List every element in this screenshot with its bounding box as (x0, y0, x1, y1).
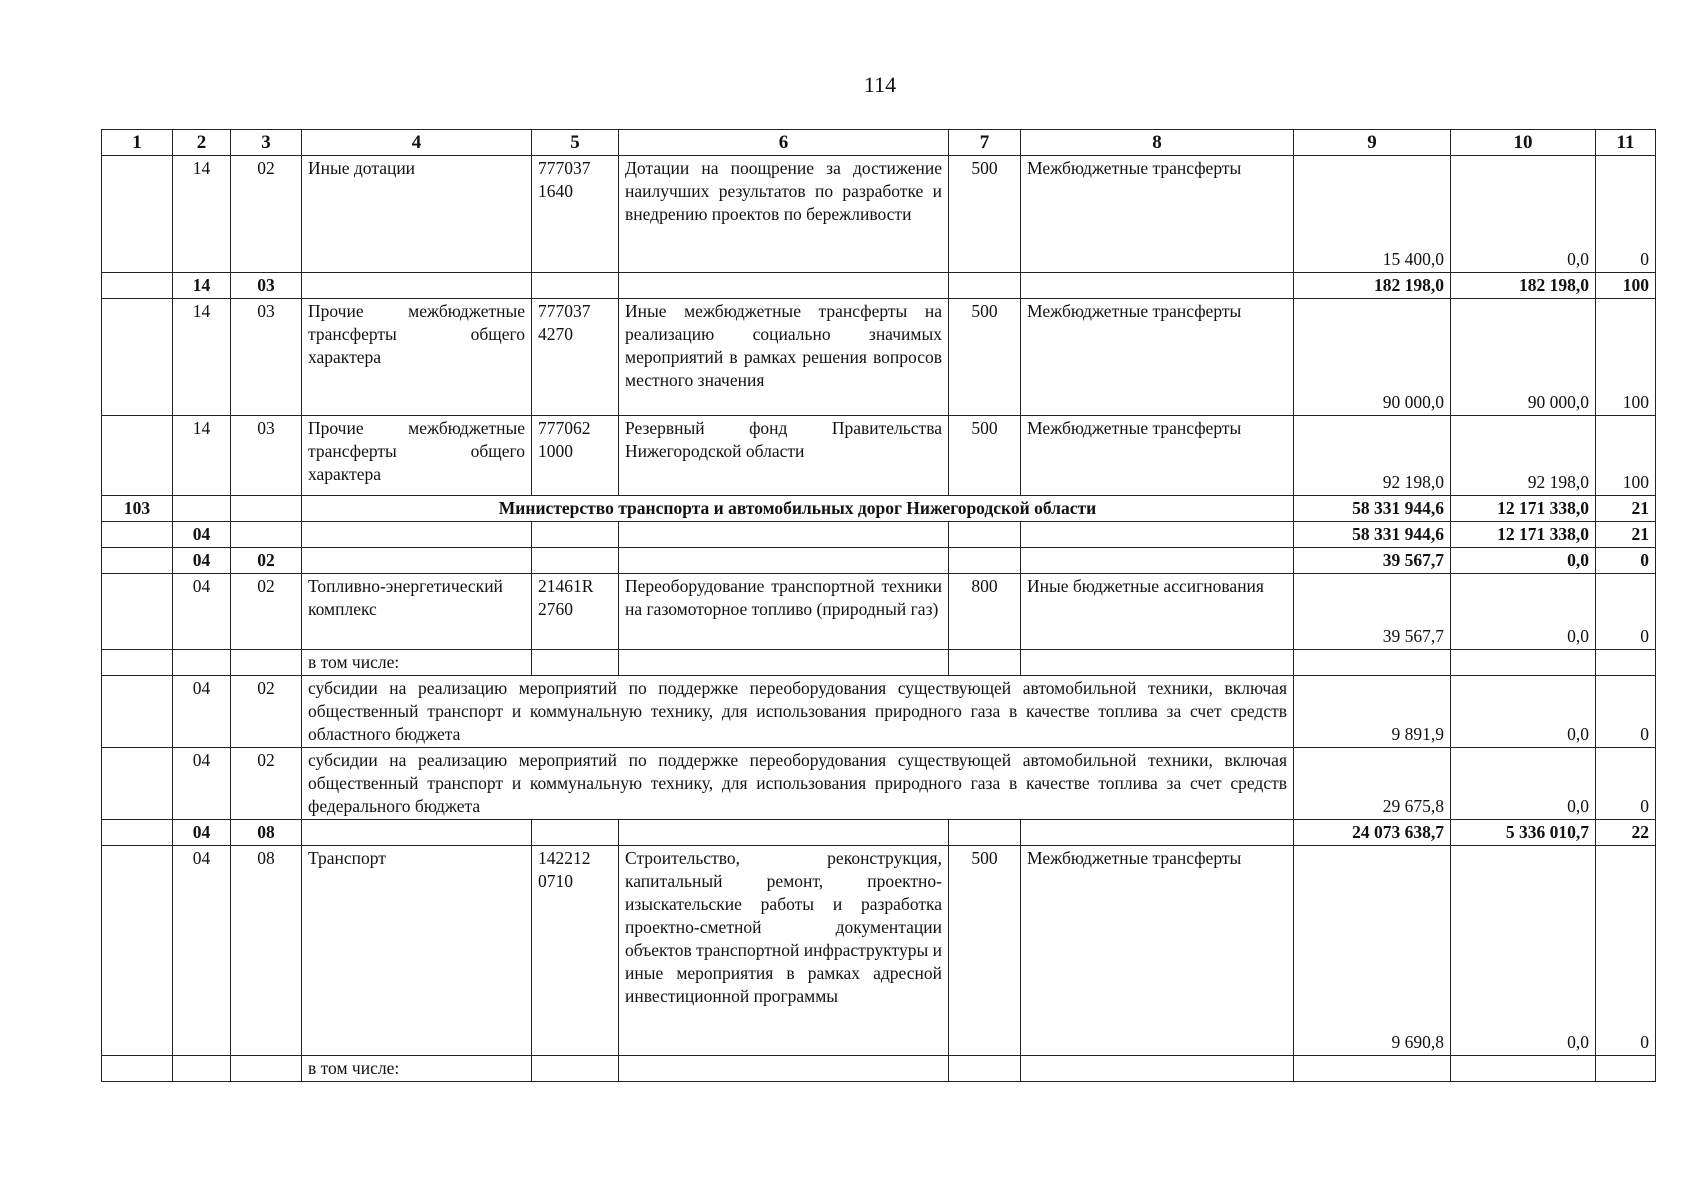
cell-admin: 103 (102, 496, 173, 522)
cell-empty (1021, 273, 1294, 299)
cell-target-code: 21461R 2760 (532, 574, 619, 650)
cell-admin (102, 299, 173, 416)
cell-admin (102, 522, 173, 548)
cell-plan: 58 331 944,6 (1294, 496, 1451, 522)
cell-section: 04 (173, 548, 231, 574)
table-row (102, 299, 1656, 416)
table-row (102, 416, 1656, 496)
cell-admin (102, 846, 173, 1056)
cell-empty (949, 650, 1021, 676)
cell-admin (102, 650, 173, 676)
cell-subsection-name: Прочие межбюджетные трансферты общего характера (302, 299, 532, 416)
cell-empty (302, 820, 532, 846)
cell-plan: 9 891,9 (1294, 676, 1451, 748)
cell-percent: 21 (1596, 522, 1656, 548)
cell-empty (302, 548, 532, 574)
cell-empty (619, 1056, 949, 1082)
cell-percent: 21 (1596, 496, 1656, 522)
cell-empty (231, 650, 302, 676)
cell-target-name: Строительство, реконструкция, капитальный ремонт, проектно-изыскательские работы и разработка проектно-сметной документации объектов транспортной инфраструктуры и иные мероприятия в рамках адресной инвестиционной программы (619, 846, 949, 1056)
page-number: 114 (863, 72, 897, 97)
cell-empty (1596, 650, 1656, 676)
subtotal-row (102, 522, 1656, 548)
header-cell: 9 (1294, 130, 1451, 156)
header-cell: 5 (532, 130, 619, 156)
cell-expense-name: Межбюджетные трансферты (1021, 299, 1294, 416)
cell-empty (1021, 522, 1294, 548)
cell-actual: 0,0 (1451, 748, 1596, 820)
cell-subsection: 08 (231, 820, 302, 846)
cell-expense-name: Межбюджетные трансферты (1021, 156, 1294, 273)
cell-section: 04 (173, 846, 231, 1056)
cell-percent: 0 (1596, 676, 1656, 748)
cell-plan: 182 198,0 (1294, 273, 1451, 299)
cell-empty (231, 1056, 302, 1082)
cell-empty (949, 273, 1021, 299)
subsidy-row (102, 676, 1656, 748)
cell-subsection: 02 (231, 748, 302, 820)
cell-section: 14 (173, 273, 231, 299)
cell-actual: 0,0 (1451, 846, 1596, 1056)
header-cell: 11 (1596, 130, 1656, 156)
budget-table (101, 129, 1656, 1082)
cell-empty (1021, 1056, 1294, 1082)
cell-actual: 92 198,0 (1451, 416, 1596, 496)
including-label: в том числе: (302, 650, 532, 676)
cell-subsection: 03 (231, 416, 302, 496)
subsidy-row (102, 748, 1656, 820)
header-cell: 10 (1451, 130, 1596, 156)
cell-expense-name: Иные бюджетные ассигнования (1021, 574, 1294, 650)
cell-empty (619, 820, 949, 846)
cell-empty (949, 1056, 1021, 1082)
cell-admin (102, 416, 173, 496)
cell-plan: 58 331 944,6 (1294, 522, 1451, 548)
subtotal-row (102, 820, 1656, 846)
header-cell: 2 (173, 130, 231, 156)
subtotal-row (102, 273, 1656, 299)
cell-percent: 0 (1596, 846, 1656, 1056)
cell-empty (949, 548, 1021, 574)
cell-percent: 100 (1596, 299, 1656, 416)
cell-admin (102, 676, 173, 748)
cell-empty (619, 650, 949, 676)
cell-actual: 5 336 010,7 (1451, 820, 1596, 846)
cell-actual: 0,0 (1451, 676, 1596, 748)
cell-empty (1451, 650, 1596, 676)
header-cell: 6 (619, 130, 949, 156)
cell-section: 04 (173, 820, 231, 846)
cell-percent: 0 (1596, 548, 1656, 574)
cell-target-code: 142212 0710 (532, 846, 619, 1056)
cell-expense-type: 500 (949, 416, 1021, 496)
cell-empty (1294, 1056, 1451, 1082)
cell-empty (231, 522, 302, 548)
cell-target-name: Дотации на поощрение за достижение наилучших результатов по разработке и внедрению проектов по бережливости (619, 156, 949, 273)
cell-subsection-name: Транспорт (302, 846, 532, 1056)
cell-admin (102, 156, 173, 273)
cell-empty (619, 548, 949, 574)
cell-section: 04 (173, 748, 231, 820)
cell-expense-name: Межбюджетные трансферты (1021, 846, 1294, 1056)
cell-empty (532, 650, 619, 676)
including-row (102, 1056, 1656, 1082)
cell-admin (102, 273, 173, 299)
cell-actual: 0,0 (1451, 548, 1596, 574)
cell-percent: 100 (1596, 273, 1656, 299)
cell-plan: 90 000,0 (1294, 299, 1451, 416)
cell-admin (102, 1056, 173, 1082)
header-cell: 3 (231, 130, 302, 156)
including-row (102, 650, 1656, 676)
cell-empty (532, 548, 619, 574)
cell-empty (619, 522, 949, 548)
cell-section: 14 (173, 416, 231, 496)
cell-empty (949, 522, 1021, 548)
cell-plan: 15 400,0 (1294, 156, 1451, 273)
cell-section: 14 (173, 156, 231, 273)
cell-actual: 12 171 338,0 (1451, 522, 1596, 548)
cell-target-code: 777062 1000 (532, 416, 619, 496)
header-row (102, 130, 1656, 156)
cell-empty (532, 273, 619, 299)
cell-plan: 39 567,7 (1294, 574, 1451, 650)
cell-subsection: 02 (231, 156, 302, 273)
cell-empty (173, 650, 231, 676)
cell-empty (532, 1056, 619, 1082)
cell-empty (532, 522, 619, 548)
cell-target-name: Иные межбюджетные трансферты на реализацию социально значимых мероприятий в рамках решения вопросов местного значения (619, 299, 949, 416)
cell-subsection: 08 (231, 846, 302, 1056)
table-row (102, 156, 1656, 273)
subsidy-description: субсидии на реализацию мероприятий по поддержке переоборудования существующей автомобильной техники, включая общественный транспорт и коммунальную технику, для использования природного газа в качестве топлива за счет средств федерального бюджета (302, 748, 1294, 820)
cell-subsection: 03 (231, 299, 302, 416)
header-cell: 1 (102, 130, 173, 156)
cell-subsection: 02 (231, 548, 302, 574)
cell-target-name: Резервный фонд Правительства Нижегородской области (619, 416, 949, 496)
cell-percent: 0 (1596, 748, 1656, 820)
cell-plan: 24 073 638,7 (1294, 820, 1451, 846)
cell-percent: 0 (1596, 574, 1656, 650)
cell-admin (102, 748, 173, 820)
subsidy-description: субсидии на реализацию мероприятий по поддержке переоборудования существующей автомобильной техники, включая общественный транспорт и коммунальную технику, для использования природного газа в качестве топлива за счет средств областного бюджета (302, 676, 1294, 748)
header-cell: 4 (302, 130, 532, 156)
cell-actual: 90 000,0 (1451, 299, 1596, 416)
cell-empty (1021, 650, 1294, 676)
header-cell: 7 (949, 130, 1021, 156)
cell-target-code: 777037 4270 (532, 299, 619, 416)
table-row (102, 846, 1656, 1056)
including-label: в том числе: (302, 1056, 532, 1082)
cell-section: 14 (173, 299, 231, 416)
cell-subsection-name: Топливно-энергетический комплекс (302, 574, 532, 650)
cell-subsection-name: Прочие межбюджетные трансферты общего характера (302, 416, 532, 496)
cell-percent: 0 (1596, 156, 1656, 273)
table-row (102, 574, 1656, 650)
cell-actual: 12 171 338,0 (1451, 496, 1596, 522)
cell-subsection-name: Иные дотации (302, 156, 532, 273)
cell-empty (1596, 1056, 1656, 1082)
header-cell: 8 (1021, 130, 1294, 156)
cell-empty (302, 522, 532, 548)
cell-actual: 0,0 (1451, 156, 1596, 273)
cell-empty (1021, 548, 1294, 574)
cell-section: 04 (173, 574, 231, 650)
cell-expense-type: 800 (949, 574, 1021, 650)
cell-admin (102, 574, 173, 650)
cell-expense-type: 500 (949, 846, 1021, 1056)
cell-empty (231, 496, 302, 522)
cell-section: 04 (173, 522, 231, 548)
cell-subsection: 02 (231, 676, 302, 748)
cell-expense-type: 500 (949, 156, 1021, 273)
cell-empty (173, 496, 231, 522)
cell-empty (1021, 820, 1294, 846)
cell-percent: 100 (1596, 416, 1656, 496)
cell-plan: 29 675,8 (1294, 748, 1451, 820)
cell-empty (532, 820, 619, 846)
cell-actual: 182 198,0 (1451, 273, 1596, 299)
cell-admin (102, 820, 173, 846)
cell-empty (302, 273, 532, 299)
cell-percent: 22 (1596, 820, 1656, 846)
cell-plan: 92 198,0 (1294, 416, 1451, 496)
cell-section: 04 (173, 676, 231, 748)
cell-expense-name: Межбюджетные трансферты (1021, 416, 1294, 496)
cell-actual: 0,0 (1451, 574, 1596, 650)
cell-empty (1451, 1056, 1596, 1082)
subtotal-row (102, 548, 1656, 574)
cell-subsection: 02 (231, 574, 302, 650)
cell-target-name: Переоборудование транспортной техники на газомоторное топливо (природный газ) (619, 574, 949, 650)
cell-admin (102, 548, 173, 574)
cell-empty (949, 820, 1021, 846)
cell-empty (1294, 650, 1451, 676)
cell-expense-type: 500 (949, 299, 1021, 416)
cell-plan: 9 690,8 (1294, 846, 1451, 1056)
ministry-row (102, 496, 1656, 522)
cell-target-code: 777037 1640 (532, 156, 619, 273)
cell-empty (173, 1056, 231, 1082)
cell-plan: 39 567,7 (1294, 548, 1451, 574)
ministry-title: Министерство транспорта и автомобильных дорог Нижегородской области (302, 496, 1294, 522)
cell-empty (619, 273, 949, 299)
cell-subsection: 03 (231, 273, 302, 299)
